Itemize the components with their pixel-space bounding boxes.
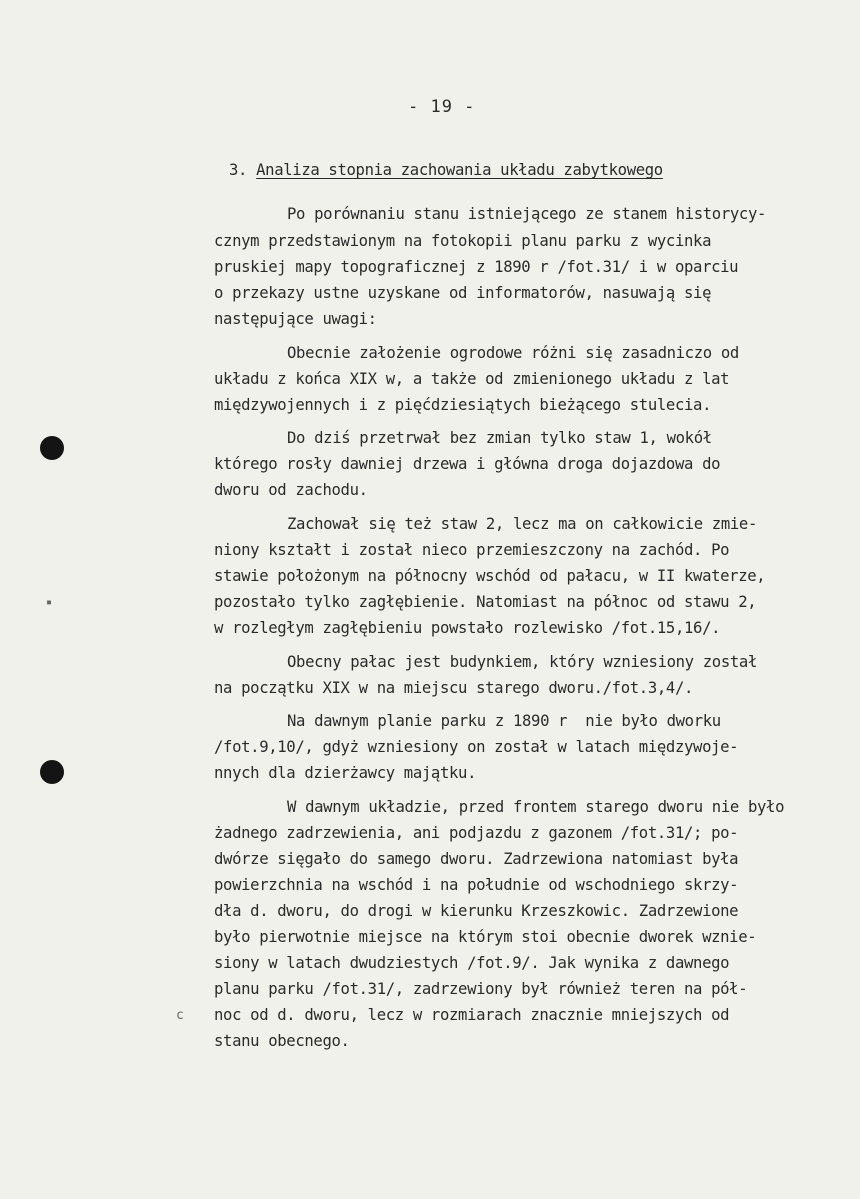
margin-dash: ▪ xyxy=(46,597,53,608)
text-line: następujące uwagi: xyxy=(214,310,377,328)
text-line: Do dziś przetrwał bez zmian tylko staw 1, wokół xyxy=(287,429,712,447)
text-line: żadnego zadrzewienia, ani podjazdu z gazonem /fot.31/; po- xyxy=(214,824,739,842)
text-line: /fot.9,10/, gdyż wzniesiony on został w latach międzywoje- xyxy=(214,738,739,756)
text-line: układu z końca XIX w, a także od zmienionego układu z lat xyxy=(214,370,730,388)
section-heading xyxy=(229,161,663,179)
text-line: było pierwotnie miejsce na którym stoi obecnie dworek wznie- xyxy=(214,928,757,946)
text-line: na początku XIX w na miejscu starego dworu./fot.3,4/. xyxy=(214,679,694,697)
page-number: - 19 - xyxy=(408,97,476,117)
text-line: międzywojennych i z pięćdziesiątych bieżącego stulecia. xyxy=(214,396,712,414)
text-line: Na dawnym planie parku z 1890 r nie było dworku xyxy=(287,712,721,730)
text-line: stanu obecnego. xyxy=(214,1032,350,1050)
section-title: Analiza stopnia zachowania układu zabytkowego xyxy=(256,161,663,179)
text-line: Obecny pałac jest budynkiem, który wzniesiony został xyxy=(287,653,757,671)
text-line: dła d. dworu, do drogi w kierunku Krzeszkowic. Zadrzewione xyxy=(214,902,739,920)
text-line: pozostało tylko zagłębienie. Natomiast na północ od stawu 2, xyxy=(214,593,757,611)
section-number: 3. xyxy=(229,161,248,179)
text-line: pruskiej mapy topograficznej z 1890 r /fot.31/ i w oparciu xyxy=(214,258,739,276)
punch-hole-bottom xyxy=(40,760,64,784)
text-line: noc od d. dworu, lecz w rozmiarach znacznie mniejszych od xyxy=(214,1006,730,1024)
text-line: nnych dla dzierżawcy majątku. xyxy=(214,764,477,782)
text-line: Po porównaniu stanu istniejącego ze stanem historycy- xyxy=(287,205,767,223)
text-line: siony w latach dwudziestych /fot.9/. Jak wynika z dawnego xyxy=(214,954,730,972)
text-line: o przekazy ustne uzyskane od informatorów, nasuwają się xyxy=(214,284,712,302)
text-line: dwórze sięgało do samego dworu. Zadrzewiona natomiast była xyxy=(214,850,739,868)
text-line: stawie położonym na północny wschód od pałacu, w II kwaterze, xyxy=(214,567,766,585)
text-line: W dawnym układzie, przed frontem starego dworu nie było xyxy=(287,798,785,816)
text-line: w rozległym zagłębieniu powstało rozlewisko /fot.15,16/. xyxy=(214,619,721,637)
text-line: planu parku /fot.31/, zadrzewiony był również teren na pół- xyxy=(214,980,748,998)
text-line: którego rosły dawniej drzewa i główna droga dojazdowa do xyxy=(214,455,721,473)
text-line: powierzchnia na wschód i na południe od wschodniego skrzy- xyxy=(214,876,739,894)
text-line: Obecnie założenie ogrodowe różni się zasadniczo od xyxy=(287,344,739,362)
text-line: dworu od zachodu. xyxy=(214,481,368,499)
text-line: cznym przedstawionym na fotokopii planu parku z wycinka xyxy=(214,232,712,250)
margin-mark: c xyxy=(176,1008,184,1023)
punch-hole-top xyxy=(40,436,64,460)
text-line: Zachował się też staw 2, lecz ma on całkowicie zmie- xyxy=(287,515,757,533)
text-line: niony kształt i został nieco przemieszczony na zachód. Po xyxy=(214,541,730,559)
